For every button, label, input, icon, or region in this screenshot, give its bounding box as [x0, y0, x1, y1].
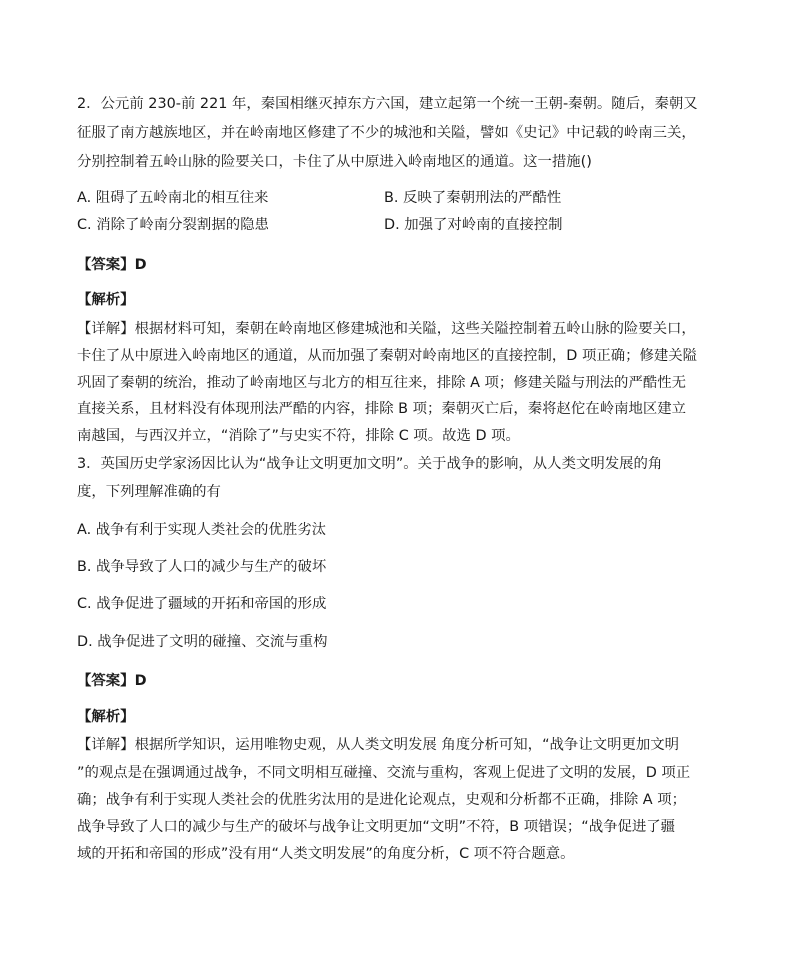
q2-analysis-line-4: 直接关系，且材料没有体现刑法严酷的内容，排除 B 项；秦朝灭亡后，秦将赵佗在岭南地区建立 — [77, 401, 687, 417]
q2-analysis-line-3: 巩固了秦朝的统治，推动了岭南地区与北方的相互往来，排除 A 项；修建关隘与刑法的严酷性无 — [77, 375, 687, 391]
q2-stem-line-1: 2．公元前 230-前 221 年，秦国相继灭掉东方六国，建立起第一个统一王朝-秦朝。随后，秦朝又 — [77, 96, 698, 112]
q2-analysis-title: 【解析】 — [77, 292, 135, 308]
q2-analysis-line-2: 卡住了从中原进入岭南地区的通道，从而加强了秦朝对岭南地区的直接控制，D 项正确；修建关隘 — [77, 348, 698, 364]
q3-option-a: A. 战争有利于实现人类社会的优胜劣汰 — [77, 522, 326, 538]
q2-option-c: C. 消除了岭南分裂割据的隐患 — [77, 217, 269, 233]
q2-option-b: B. 反映了秦朝刑法的严酷性 — [384, 190, 562, 206]
q3-analysis-line-4: 战争导致了人口的减少与生产的破坏与战争让文明更加“文明”不符，B 项错误；“战争促进了疆 — [77, 819, 676, 835]
q3-answer: 【答案】D — [77, 673, 147, 689]
q2-stem-line-3: 分别控制着五岭山脉的险要关口，卡住了从中原进入岭南地区的通道。这一措施() — [77, 154, 592, 170]
q3-analysis-line-3: 确；战争有利于实现人类社会的优胜劣汰用的是进化论观点，史观和分析都不正确，排除 A 项； — [77, 792, 687, 808]
q3-option-c: C. 战争促进了疆域的开拓和帝国的形成 — [77, 596, 327, 612]
q2-answer: 【答案】D — [77, 257, 147, 273]
q3-option-d: D. 战争促进了文明的碰撞、交流与重构 — [77, 634, 328, 650]
q2-option-a: A. 阻碍了五岭南北的相互往来 — [77, 190, 269, 206]
q2-stem-line-2: 征服了南方越族地区，并在岭南地区修建了不少的城池和关隘，譬如《史记》中记载的岭南三关， — [77, 125, 696, 141]
q3-analysis-line-5: 域的开拓和帝国的形成”没有用“人类文明发展”的角度分析，C 项不符合题意。 — [77, 846, 575, 862]
q3-analysis-line-2: ”的观点是在强调通过战争，不同文明相互碰撞、交流与重构，客观上促进了文明的发展，D 项正 — [77, 765, 691, 781]
q3-option-b: B. 战争导致了人口的减少与生产的破坏 — [77, 559, 327, 575]
q2-analysis-line-5: 南越国，与西汉并立，“消除了”与史实不符，排除 C 项。故选 D 项。 — [77, 428, 520, 444]
q3-stem-line-1: 3．英国历史学家汤因比认为“战争让文明更加文明”。关于战争的影响，从人类文明发展的角 — [77, 456, 663, 472]
q3-analysis-title: 【解析】 — [77, 709, 135, 725]
q3-stem-line-2: 度，下列理解准确的有 — [77, 484, 221, 500]
q3-analysis-line-1: 【详解】根据所学知识，运用唯物史观，从人类文明发展 角度分析可知，“战争让文明更加文明 — [77, 737, 680, 753]
q2-option-d: D. 加强了对岭南的直接控制 — [384, 217, 563, 233]
q2-analysis-line-1: 【详解】根据材料可知，秦朝在岭南地区修建城池和关隘，这些关隘控制着五岭山脉的险要关口， — [77, 321, 696, 337]
